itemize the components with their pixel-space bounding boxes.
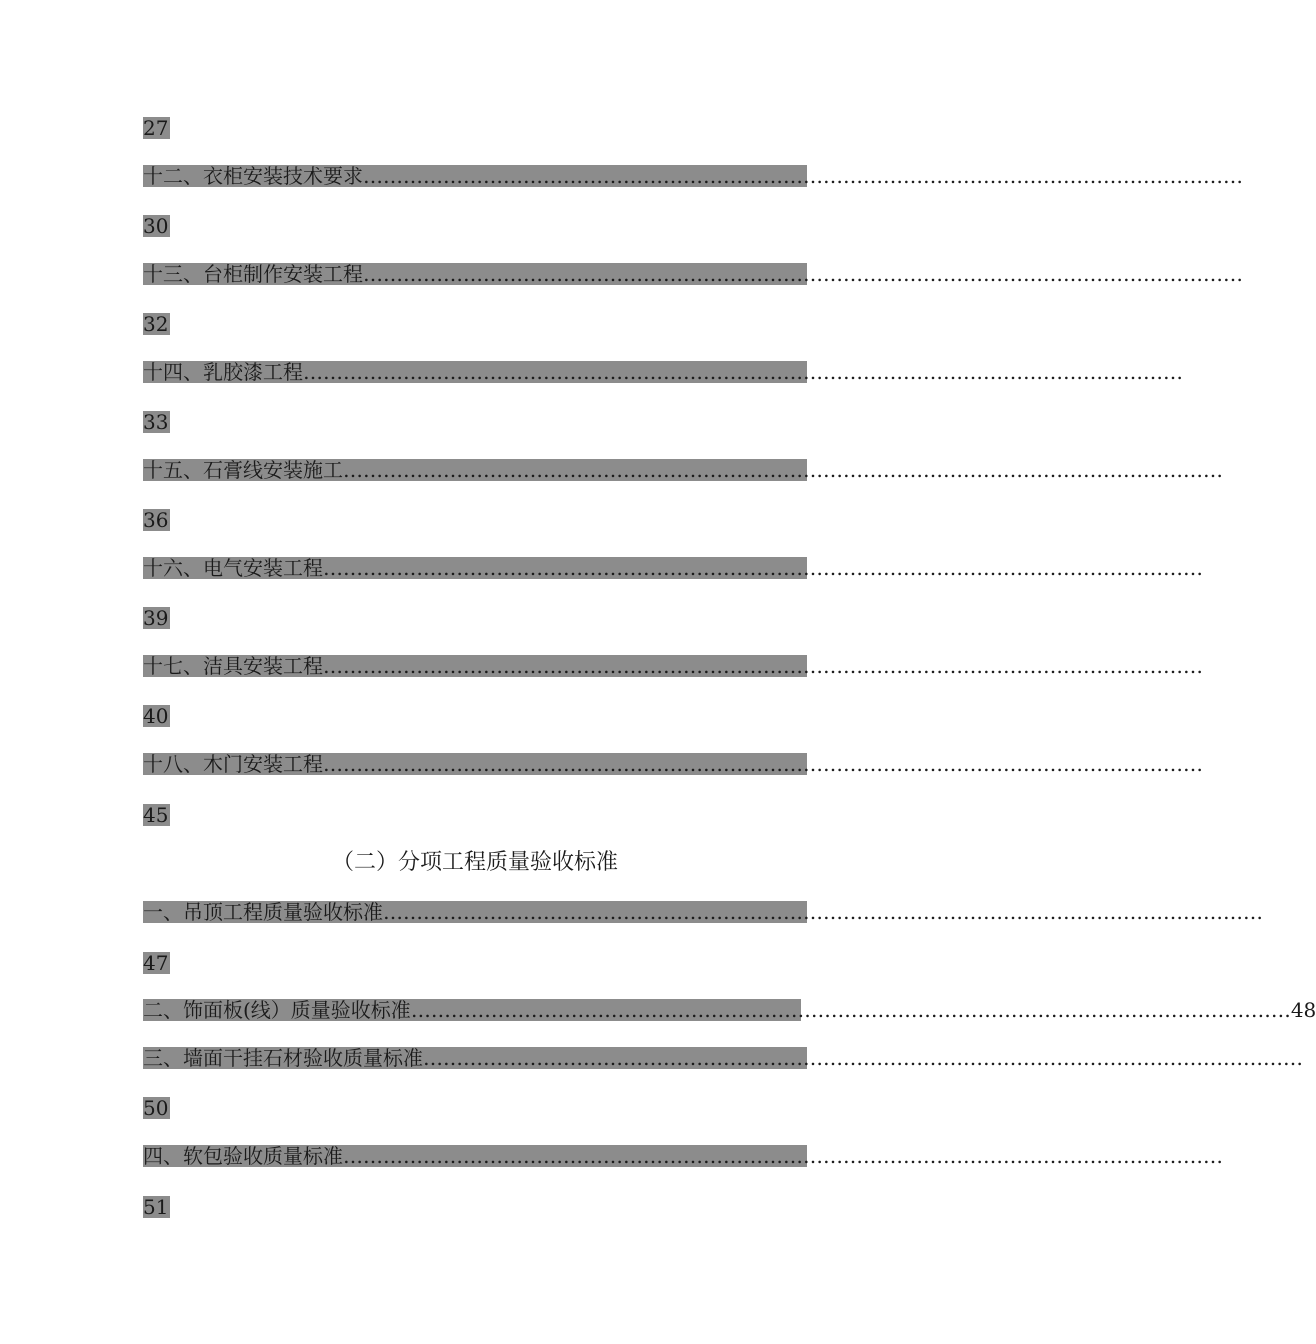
- toc-entry-title: 三、墙面干挂石材验收质量标准: [143, 1046, 423, 1070]
- toc-entry[interactable]: [143, 360, 1183, 384]
- toc-entry[interactable]: [143, 262, 1243, 286]
- toc-entry[interactable]: [143, 556, 1203, 580]
- toc-entry[interactable]: [143, 1144, 1223, 1168]
- toc-entry-title: 二、饰面板(线）质量验收标准: [143, 998, 411, 1022]
- toc-page-number: 51: [143, 1195, 169, 1219]
- toc-entry-title: 十七、洁具安装工程: [143, 654, 323, 678]
- toc-leader-dots: ……………………………………………………………………………………………………………………: [383, 900, 1263, 924]
- toc-leader-dots: ……………………………………………………………………………………………………………………: [363, 262, 1243, 286]
- toc-entry-title: 十八、木门安装工程: [143, 752, 323, 776]
- toc-page-number: 45: [143, 803, 169, 827]
- toc-entry[interactable]: [143, 998, 1316, 1022]
- toc-leader-dots: ……………………………………………………………………………………………………………………: [410, 998, 1291, 1022]
- toc-leader-dots: ……………………………………………………………………………………………………………………: [423, 1046, 1303, 1070]
- toc-leader-dots: ……………………………………………………………………………………………………………………: [323, 752, 1203, 776]
- toc-page-number: 33: [143, 410, 169, 434]
- toc-page-number: 48: [1290, 998, 1316, 1022]
- toc-leader-dots: ……………………………………………………………………………………………………………………: [303, 360, 1183, 384]
- toc-entry[interactable]: [143, 1046, 1303, 1070]
- toc-entry-title: 一、吊顶工程质量验收标准: [143, 900, 383, 924]
- toc-page-number: 50: [143, 1096, 169, 1120]
- toc-entry-title: 十二、衣柜安装技术要求: [143, 164, 363, 188]
- toc-page-number: 47: [143, 951, 169, 975]
- toc-entry[interactable]: [143, 654, 1203, 678]
- section-heading: （二）分项工程质量验收标准: [331, 850, 618, 875]
- toc-page-number: 32: [143, 312, 169, 336]
- toc-page-number: 30: [143, 214, 169, 238]
- toc-entry-title: 十三、台柜制作安装工程: [143, 262, 363, 286]
- toc-entry-title: 四、软包验收质量标准: [143, 1144, 343, 1168]
- toc-leader-dots: ……………………………………………………………………………………………………………………: [323, 654, 1203, 678]
- toc-entry[interactable]: [143, 752, 1203, 776]
- toc-entry[interactable]: [143, 900, 1263, 924]
- toc-entry-title: 十四、乳胶漆工程: [143, 360, 303, 384]
- toc-page-number: 40: [143, 704, 169, 728]
- toc-entry[interactable]: [143, 458, 1223, 482]
- toc-page-number: 36: [143, 508, 169, 532]
- toc-leader-dots: ……………………………………………………………………………………………………………………: [323, 556, 1203, 580]
- toc-entry[interactable]: [143, 164, 1243, 188]
- toc-page-number: 27: [143, 116, 169, 140]
- toc-leader-dots: ……………………………………………………………………………………………………………………: [343, 458, 1223, 482]
- toc-leader-dots: ……………………………………………………………………………………………………………………: [343, 1144, 1223, 1168]
- toc-entry-title: 十六、电气安装工程: [143, 556, 323, 580]
- toc-leader-dots: ……………………………………………………………………………………………………………………: [363, 164, 1243, 188]
- toc-entry-title: 十五、石膏线安装施工: [143, 458, 343, 482]
- toc-page-number: 39: [143, 606, 169, 630]
